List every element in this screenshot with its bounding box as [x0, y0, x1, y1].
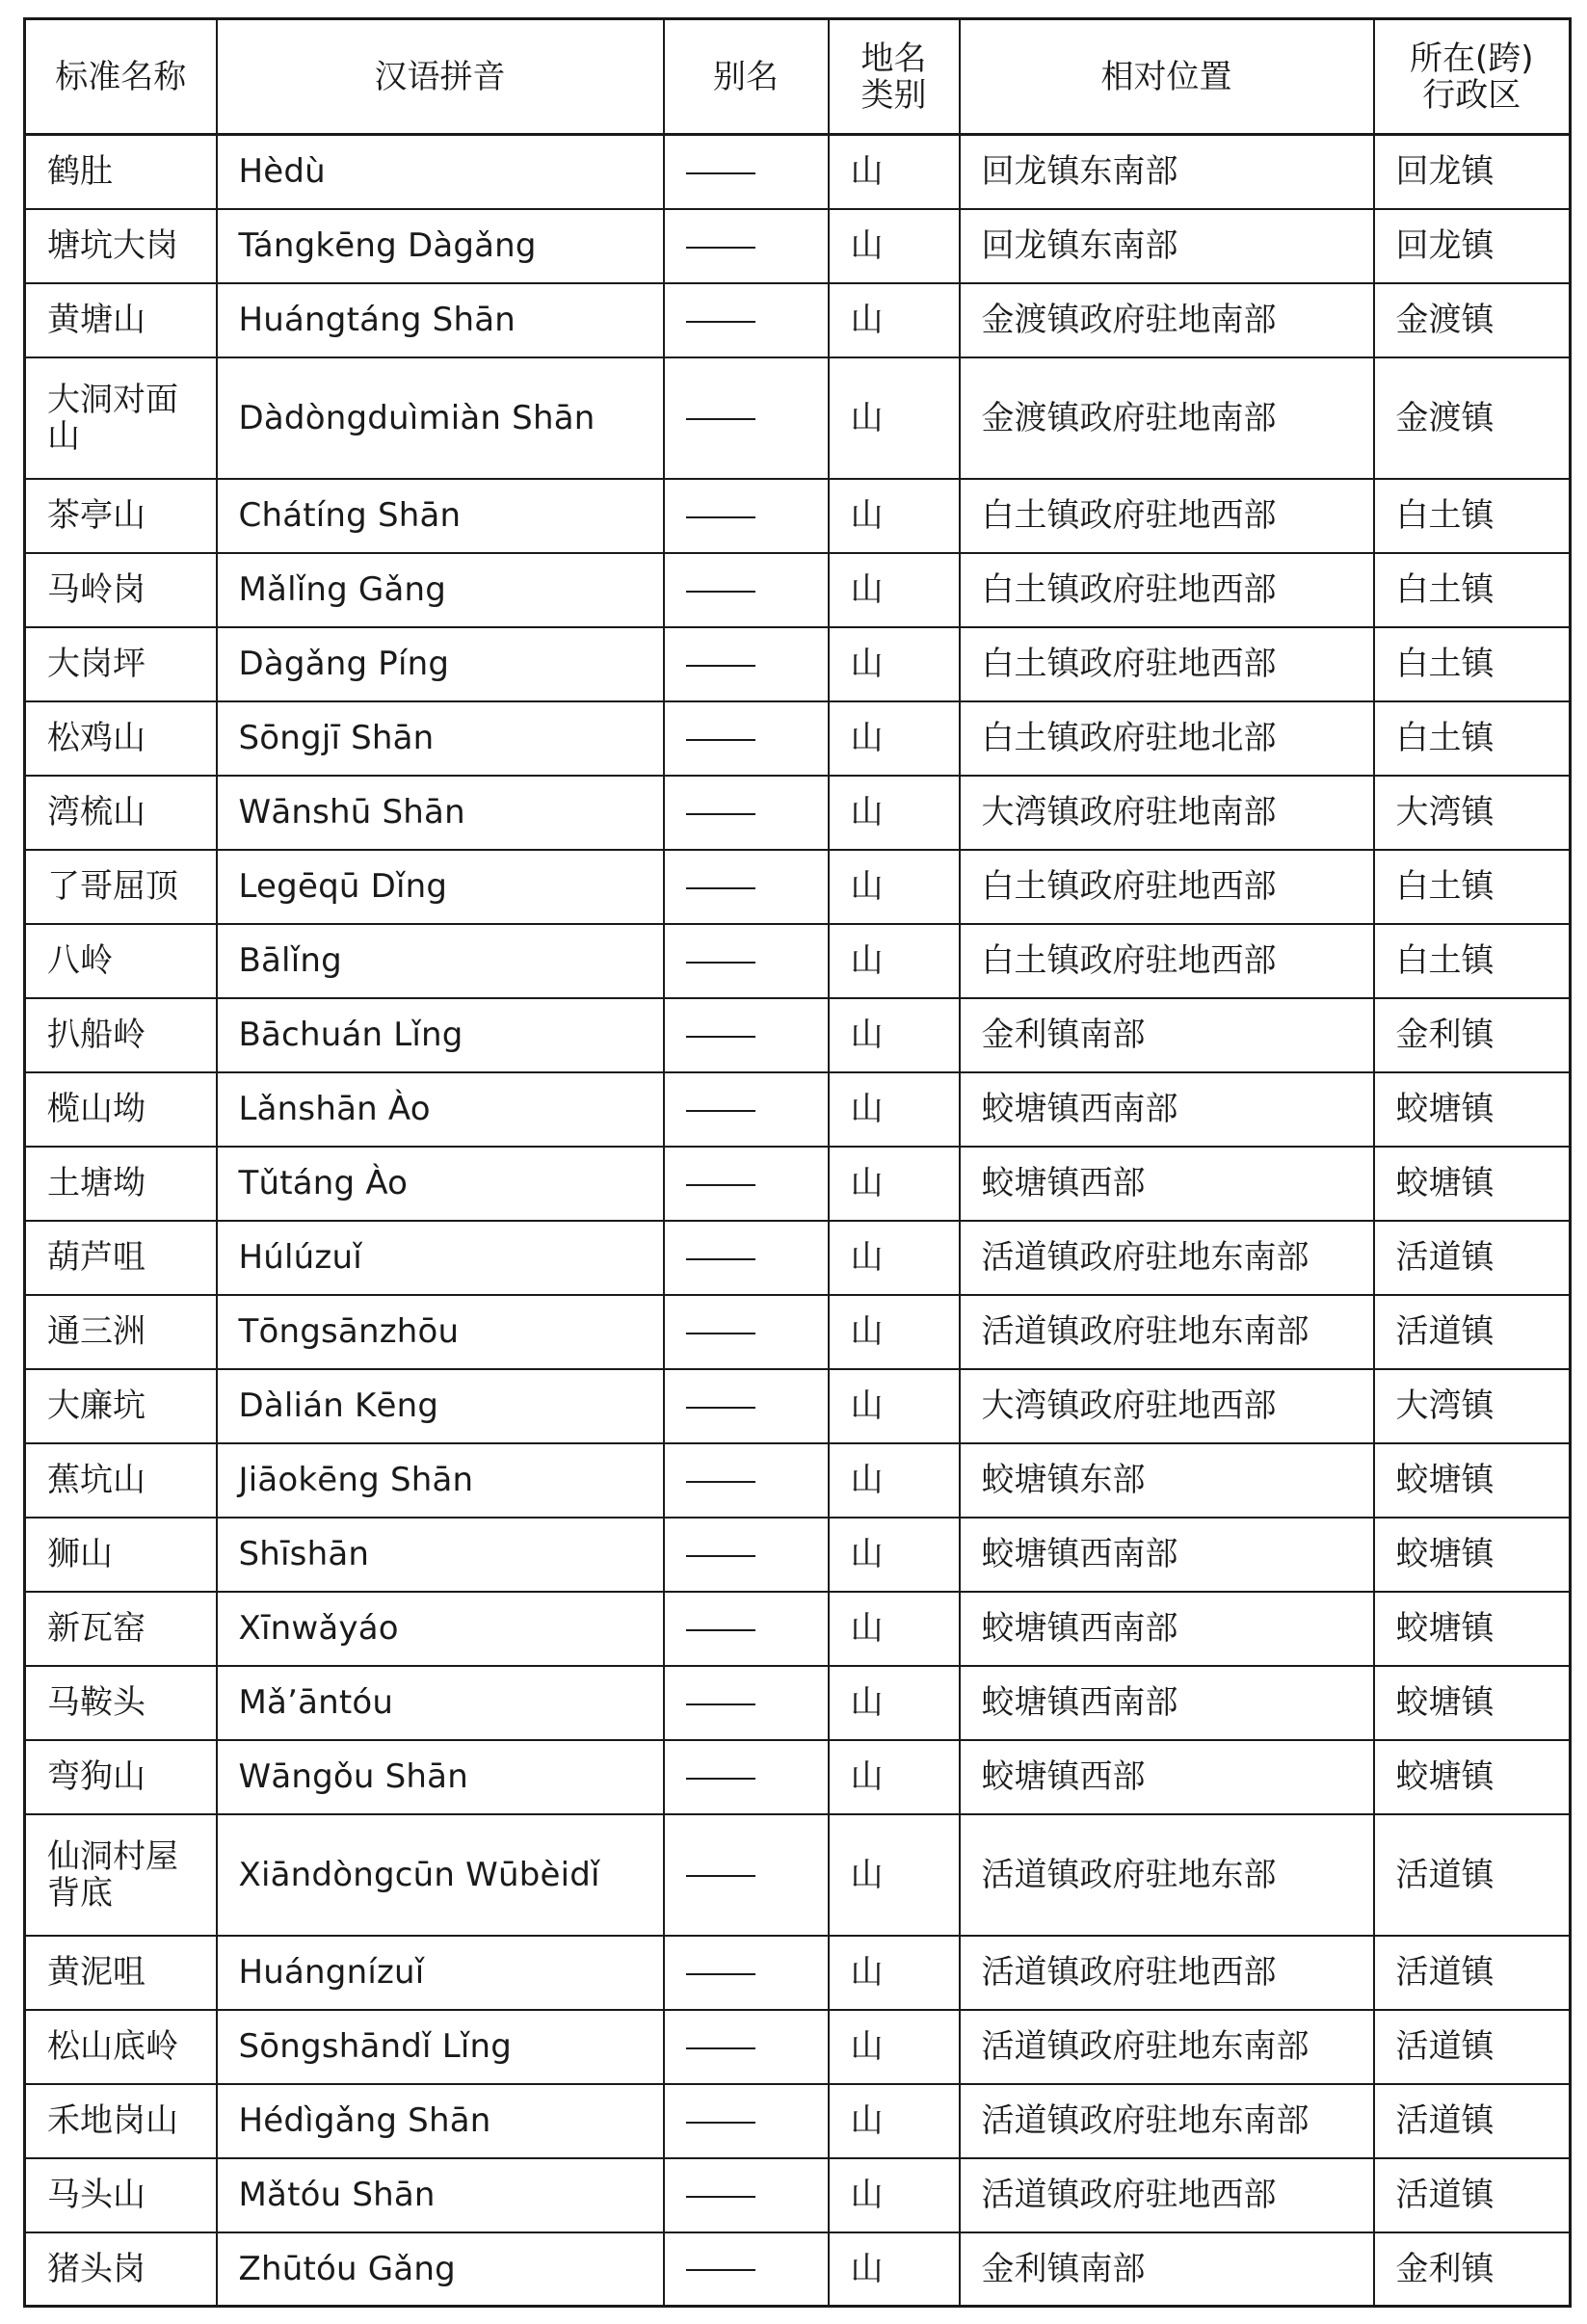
table-row: [25, 1072, 1571, 1147]
pinyin-cell: Hèdù: [217, 135, 664, 209]
place-type-cell: 山: [829, 1443, 960, 1518]
header-admin-region-line1: 所在(跨): [1409, 39, 1534, 78]
alias-cell: [664, 1592, 829, 1666]
pinyin-cell: Hédìgǎng Shān: [217, 2084, 664, 2158]
relative-position-cell: 活道镇政府驻地西部: [960, 1936, 1374, 2010]
alias-cell: [664, 1443, 829, 1518]
alias-cell: [664, 283, 829, 357]
place-type-cell: 山: [829, 850, 960, 924]
table-row: [25, 1295, 1571, 1369]
alias-cell: [664, 1936, 829, 2010]
admin-region-cell: 活道镇: [1374, 1221, 1571, 1295]
alias-dash: [686, 1333, 755, 1334]
admin-region-cell: 金渡镇: [1374, 283, 1571, 357]
pinyin-cell: Legēqū Dǐng: [217, 850, 664, 924]
standard-name-cell: 猪头岗: [25, 2232, 217, 2307]
alias-cell: [664, 998, 829, 1072]
admin-region-cell: 白土镇: [1374, 627, 1571, 701]
standard-name-cell: 松山底岭: [25, 2010, 217, 2084]
alias-dash: [686, 2196, 755, 2198]
pinyin-cell: Bāchuán Lǐng: [217, 998, 664, 1072]
pinyin-cell: Mǎ’āntóu: [217, 1666, 664, 1740]
admin-region-cell: 活道镇: [1374, 2084, 1571, 2158]
relative-position-cell: 大湾镇政府驻地南部: [960, 776, 1374, 850]
pinyin-cell: Dàlián Kēng: [217, 1369, 664, 1443]
alias-dash: [686, 1184, 755, 1186]
pinyin-cell: Mǎtóu Shān: [217, 2158, 664, 2232]
pinyin-cell: Dàgǎng Píng: [217, 627, 664, 701]
header-admin-region: [1374, 19, 1571, 135]
standard-name-cell: 弯狗山: [25, 1740, 217, 1814]
alias-dash: [686, 2047, 755, 2049]
place-type-cell: 山: [829, 553, 960, 627]
pinyin-cell: Mǎlǐng Gǎng: [217, 553, 664, 627]
place-type-cell: 山: [829, 1147, 960, 1221]
admin-region-cell: 金渡镇: [1374, 357, 1571, 479]
header-alias: 别名: [664, 19, 829, 135]
standard-name-cell: 新瓦窑: [25, 1592, 217, 1666]
admin-region-cell: 白土镇: [1374, 850, 1571, 924]
admin-region-cell: 蛟塘镇: [1374, 1518, 1571, 1592]
alias-cell: [664, 1740, 829, 1814]
table-row: [25, 1221, 1571, 1295]
place-type-cell: 山: [829, 924, 960, 998]
admin-region-cell: 蛟塘镇: [1374, 1740, 1571, 1814]
admin-region-cell: 蛟塘镇: [1374, 1443, 1571, 1518]
pinyin-cell: Wāngǒu Shān: [217, 1740, 664, 1814]
table-row: [25, 135, 1571, 209]
table-body: [25, 135, 1571, 2307]
pinyin-cell: Sōngshāndǐ Lǐng: [217, 2010, 664, 2084]
alias-dash: [686, 1110, 755, 1112]
table-row: [25, 1518, 1571, 1592]
table-row: [25, 2158, 1571, 2232]
alias-dash: [686, 1778, 755, 1780]
alias-dash: [686, 1703, 755, 1705]
admin-region-cell: 活道镇: [1374, 1295, 1571, 1369]
alias-cell: [664, 553, 829, 627]
table-row: [25, 1936, 1571, 2010]
place-type-cell: 山: [829, 1814, 960, 1936]
standard-name-cell: 茶亭山: [25, 479, 217, 553]
table-row: [25, 553, 1571, 627]
admin-region-cell: 大湾镇: [1374, 1369, 1571, 1443]
alias-dash: [686, 1258, 755, 1260]
table-row: [25, 1147, 1571, 1221]
alias-cell: [664, 1147, 829, 1221]
admin-region-cell: 大湾镇: [1374, 776, 1571, 850]
alias-cell: [664, 357, 829, 479]
alias-dash: [686, 1973, 755, 1975]
admin-region-cell: 金利镇: [1374, 998, 1571, 1072]
alias-cell: [664, 1666, 829, 1740]
admin-region-cell: 蛟塘镇: [1374, 1147, 1571, 1221]
standard-name-cell: 黄泥咀: [25, 1936, 217, 2010]
place-type-cell: 山: [829, 2232, 960, 2307]
relative-position-cell: 蛟塘镇西部: [960, 1147, 1374, 1221]
pinyin-cell: Chátíng Shān: [217, 479, 664, 553]
alias-cell: [664, 2232, 829, 2307]
table-row: [25, 998, 1571, 1072]
alias-dash: [686, 2122, 755, 2124]
relative-position-cell: 白土镇政府驻地北部: [960, 701, 1374, 776]
place-type-cell: 山: [829, 2158, 960, 2232]
pinyin-cell: Sōngjī Shān: [217, 701, 664, 776]
header-place-type-line2: 类别: [860, 75, 927, 115]
pinyin-cell: Shīshān: [217, 1518, 664, 1592]
place-type-cell: 山: [829, 776, 960, 850]
alias-dash: [686, 887, 755, 889]
header-standard-name: 标准名称: [25, 19, 217, 135]
header-place-type-line1: 地名: [860, 39, 927, 78]
admin-region-cell: 白土镇: [1374, 553, 1571, 627]
table-row: [25, 209, 1571, 283]
relative-position-cell: 蛟塘镇西南部: [960, 1666, 1374, 1740]
admin-region-cell: 活道镇: [1374, 2158, 1571, 2232]
table-row: [25, 283, 1571, 357]
table-row: [25, 1592, 1571, 1666]
alias-dash: [686, 1407, 755, 1409]
standard-name-cell: 马鞍头: [25, 1666, 217, 1740]
standard-name-cell: 大岗坪: [25, 627, 217, 701]
alias-cell: [664, 701, 829, 776]
relative-position-cell: 活道镇政府驻地东部: [960, 1814, 1374, 1936]
standard-name-cell: 松鸡山: [25, 701, 217, 776]
relative-position-cell: 金渡镇政府驻地南部: [960, 283, 1374, 357]
alias-cell: [664, 2158, 829, 2232]
relative-position-cell: 回龙镇东南部: [960, 135, 1374, 209]
standard-name-cell: 榄山坳: [25, 1072, 217, 1147]
table-row: [25, 1666, 1571, 1740]
header-pinyin: 汉语拼音: [217, 19, 664, 135]
pinyin-cell: Dàdòngduìmiàn Shān: [217, 357, 664, 479]
pinyin-cell: Jiāokēng Shān: [217, 1443, 664, 1518]
table-row: [25, 2010, 1571, 2084]
pinyin-cell: Lǎnshān Ào: [217, 1072, 664, 1147]
relative-position-cell: 活道镇政府驻地西部: [960, 2158, 1374, 2232]
alias-cell: [664, 479, 829, 553]
relative-position-cell: 活道镇政府驻地东南部: [960, 2010, 1374, 2084]
table-row: [25, 2084, 1571, 2158]
relative-position-cell: 回龙镇东南部: [960, 209, 1374, 283]
standard-name-cell: 扒船岭: [25, 998, 217, 1072]
standard-name-cell: 马头山: [25, 2158, 217, 2232]
header-admin-region-line2: 行政区: [1422, 75, 1521, 115]
place-type-cell: 山: [829, 135, 960, 209]
table-row: [25, 850, 1571, 924]
place-type-cell: 山: [829, 283, 960, 357]
alias-dash: [686, 813, 755, 815]
pinyin-cell: Xīnwǎyáo: [217, 1592, 664, 1666]
place-type-cell: 山: [829, 1295, 960, 1369]
standard-name-cell: 土塘坳: [25, 1147, 217, 1221]
header-row: [25, 19, 1571, 135]
relative-position-cell: 金利镇南部: [960, 998, 1374, 1072]
standard-name-cell: 仙洞村屋背底: [25, 1814, 217, 1936]
place-type-cell: 山: [829, 1221, 960, 1295]
admin-region-cell: 蛟塘镇: [1374, 1592, 1571, 1666]
alias-dash: [686, 739, 755, 741]
relative-position-cell: 活道镇政府驻地东南部: [960, 2084, 1374, 2158]
alias-dash: [686, 247, 755, 249]
place-type-cell: 山: [829, 2084, 960, 2158]
pinyin-cell: Tángkēng Dàgǎng: [217, 209, 664, 283]
relative-position-cell: 白土镇政府驻地西部: [960, 627, 1374, 701]
table-row: [25, 627, 1571, 701]
place-type-cell: 山: [829, 998, 960, 1072]
alias-cell: [664, 209, 829, 283]
relative-position-cell: 白土镇政府驻地西部: [960, 850, 1374, 924]
relative-position-cell: 活道镇政府驻地东南部: [960, 1295, 1374, 1369]
relative-position-cell: 白土镇政府驻地西部: [960, 924, 1374, 998]
alias-dash: [686, 516, 755, 518]
standard-name-cell: 通三洲: [25, 1295, 217, 1369]
table-header: [25, 19, 1571, 135]
alias-dash: [686, 1629, 755, 1631]
standard-name-cell: 了哥屈顶: [25, 850, 217, 924]
alias-dash: [686, 1555, 755, 1557]
standard-name-cell: 大廉坑: [25, 1369, 217, 1443]
header-relative-position: 相对位置: [960, 19, 1374, 135]
table-row: [25, 1814, 1571, 1936]
table-row: [25, 1443, 1571, 1518]
admin-region-cell: 白土镇: [1374, 924, 1571, 998]
standard-name-cell: 塘坑大岗: [25, 209, 217, 283]
pinyin-cell: Huángnízuǐ: [217, 1936, 664, 2010]
standard-name-cell: 蕉坑山: [25, 1443, 217, 1518]
place-type-cell: 山: [829, 1592, 960, 1666]
relative-position-cell: 蛟塘镇西南部: [960, 1518, 1374, 1592]
alias-cell: [664, 924, 829, 998]
place-type-cell: 山: [829, 1072, 960, 1147]
admin-region-cell: 活道镇: [1374, 2010, 1571, 2084]
alias-dash: [686, 1036, 755, 1038]
place-type-cell: 山: [829, 701, 960, 776]
alias-dash: [686, 172, 755, 174]
pinyin-cell: Tōngsānzhōu: [217, 1295, 664, 1369]
admin-region-cell: 回龙镇: [1374, 209, 1571, 283]
alias-dash: [686, 591, 755, 593]
place-type-cell: 山: [829, 1740, 960, 1814]
alias-dash: [686, 418, 755, 420]
table-row: [25, 2232, 1571, 2307]
alias-cell: [664, 1221, 829, 1295]
place-type-cell: 山: [829, 1666, 960, 1740]
place-type-cell: 山: [829, 2010, 960, 2084]
alias-dash: [686, 962, 755, 964]
relative-position-cell: 活道镇政府驻地东南部: [960, 1221, 1374, 1295]
relative-position-cell: 白土镇政府驻地西部: [960, 479, 1374, 553]
alias-cell: [664, 1072, 829, 1147]
standard-name-cell: 鹤肚: [25, 135, 217, 209]
alias-cell: [664, 1518, 829, 1592]
pinyin-cell: Tǔtáng Ào: [217, 1147, 664, 1221]
place-type-cell: 山: [829, 357, 960, 479]
standard-name-cell: 狮山: [25, 1518, 217, 1592]
admin-region-cell: 活道镇: [1374, 1936, 1571, 2010]
admin-region-cell: 回龙镇: [1374, 135, 1571, 209]
standard-name-cell: 禾地岗山: [25, 2084, 217, 2158]
relative-position-cell: 蛟塘镇东部: [960, 1443, 1374, 1518]
alias-cell: [664, 1369, 829, 1443]
place-type-cell: 山: [829, 1369, 960, 1443]
relative-position-cell: 金渡镇政府驻地南部: [960, 357, 1374, 479]
alias-cell: [664, 2084, 829, 2158]
pinyin-cell: Zhūtóu Gǎng: [217, 2232, 664, 2307]
pinyin-cell: Huángtáng Shān: [217, 283, 664, 357]
pinyin-cell: Wānshū Shān: [217, 776, 664, 850]
admin-region-cell: 蛟塘镇: [1374, 1666, 1571, 1740]
alias-dash: [686, 1875, 755, 1877]
table-row: [25, 776, 1571, 850]
relative-position-cell: 蛟塘镇西南部: [960, 1592, 1374, 1666]
table-row: [25, 924, 1571, 998]
pinyin-cell: Xiāndòngcūn Wūbèidǐ: [217, 1814, 664, 1936]
table-row: [25, 1740, 1571, 1814]
table-row: [25, 479, 1571, 553]
alias-cell: [664, 850, 829, 924]
place-name-table: [23, 17, 1572, 2308]
admin-region-cell: 金利镇: [1374, 2232, 1571, 2307]
table-row: [25, 1369, 1571, 1443]
standard-name-cell: 八岭: [25, 924, 217, 998]
alias-cell: [664, 1295, 829, 1369]
standard-name-cell: 大洞对面山: [25, 357, 217, 479]
pinyin-cell: Húlúzuǐ: [217, 1221, 664, 1295]
header-place-type: [829, 19, 960, 135]
place-type-cell: 山: [829, 1518, 960, 1592]
gazetteer-page: [23, 17, 1569, 2308]
alias-cell: [664, 776, 829, 850]
alias-cell: [664, 627, 829, 701]
standard-name-cell: 马岭岗: [25, 553, 217, 627]
standard-name-cell: 葫芦咀: [25, 1221, 217, 1295]
place-type-cell: 山: [829, 627, 960, 701]
admin-region-cell: 蛟塘镇: [1374, 1072, 1571, 1147]
place-type-cell: 山: [829, 209, 960, 283]
standard-name-cell: 黄塘山: [25, 283, 217, 357]
relative-position-cell: 大湾镇政府驻地西部: [960, 1369, 1374, 1443]
place-type-cell: 山: [829, 1936, 960, 2010]
table-row: [25, 357, 1571, 479]
admin-region-cell: 白土镇: [1374, 701, 1571, 776]
alias-dash: [686, 321, 755, 323]
admin-region-cell: 活道镇: [1374, 1814, 1571, 1936]
alias-dash: [686, 1481, 755, 1483]
alias-cell: [664, 1814, 829, 1936]
place-type-cell: 山: [829, 479, 960, 553]
relative-position-cell: 金利镇南部: [960, 2232, 1374, 2307]
pinyin-cell: Bālǐng: [217, 924, 664, 998]
relative-position-cell: 蛟塘镇西部: [960, 1740, 1374, 1814]
alias-dash: [686, 665, 755, 667]
alias-dash: [686, 2269, 755, 2271]
standard-name-cell: 湾梳山: [25, 776, 217, 850]
alias-cell: [664, 2010, 829, 2084]
table-row: [25, 701, 1571, 776]
relative-position-cell: 白土镇政府驻地西部: [960, 553, 1374, 627]
relative-position-cell: 蛟塘镇西南部: [960, 1072, 1374, 1147]
admin-region-cell: 白土镇: [1374, 479, 1571, 553]
alias-cell: [664, 135, 829, 209]
